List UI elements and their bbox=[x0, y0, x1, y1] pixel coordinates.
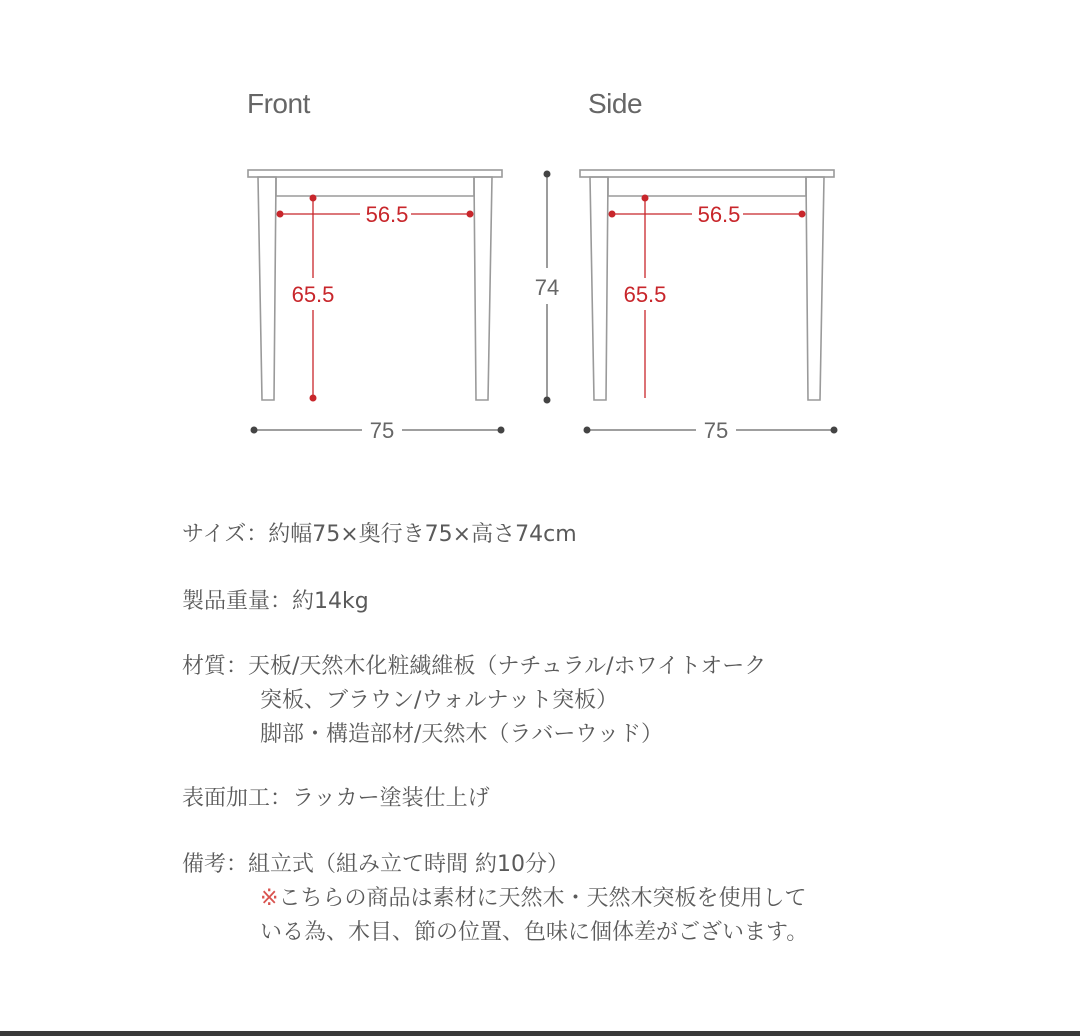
front-leg-height-dim bbox=[292, 195, 335, 402]
spec-material-key: 材質： bbox=[182, 654, 249, 679]
side-leg-height-dim bbox=[624, 195, 667, 399]
spec-notes-line2-row bbox=[182, 882, 1042, 916]
side-inner-width-dim bbox=[609, 202, 806, 227]
dim-endpoint bbox=[544, 171, 551, 178]
spec-notes-line2: こちらの商品は素材に天然木・天然木突板を使用して bbox=[278, 886, 807, 911]
front-inner-width-dim bbox=[277, 202, 474, 227]
spec-size-value: 約幅75×奥行き75×高さ74cm bbox=[268, 522, 577, 547]
dim-endpoint bbox=[498, 427, 505, 434]
spec-material bbox=[182, 650, 1042, 752]
front-view-label: Front bbox=[247, 88, 310, 119]
front-tabletop bbox=[248, 170, 502, 177]
spec-notes-key: 備考： bbox=[182, 852, 249, 877]
side-leg-right bbox=[806, 177, 824, 400]
spec-finish-key: 表面加工： bbox=[182, 786, 293, 811]
front-leg-right bbox=[474, 177, 492, 400]
overall-height-label: 74 bbox=[534, 275, 560, 300]
reference-mark: ※ bbox=[260, 886, 279, 911]
side-depth-dim bbox=[584, 418, 838, 443]
dim-endpoint bbox=[609, 211, 616, 218]
spec-notes-line1: 組立式（組み立て時間 約10分） bbox=[248, 852, 570, 877]
spec-weight-value: 約14kg bbox=[292, 589, 369, 614]
side-depth-label: 75 bbox=[703, 418, 729, 443]
dim-endpoint bbox=[831, 427, 838, 434]
dim-endpoint bbox=[277, 211, 284, 218]
spec-size-key: サイズ： bbox=[182, 522, 269, 547]
spec-material-line1: 天板/天然木化粧繊維板（ナチュラル/ホワイトオーク bbox=[248, 654, 767, 679]
front-leg-height-label: 65.5 bbox=[291, 282, 335, 307]
spec-weight-key: 製品重量： bbox=[182, 589, 293, 614]
dimension-diagram bbox=[0, 0, 1080, 480]
dim-endpoint bbox=[251, 427, 258, 434]
spec-finish-value: ラッカー塗装仕上げ bbox=[292, 786, 490, 811]
dim-endpoint bbox=[310, 395, 317, 402]
dim-endpoint bbox=[467, 211, 474, 218]
front-inner-width-label: 56.5 bbox=[365, 202, 409, 227]
side-inner-width-label: 56.5 bbox=[697, 202, 741, 227]
front-width-dim bbox=[251, 418, 505, 443]
spec-notes-line3: いる為、木目、節の位置、色味に個体差がございます。 bbox=[260, 920, 809, 945]
front-width-label: 75 bbox=[369, 418, 395, 443]
spec-weight bbox=[182, 585, 1042, 619]
spec-finish bbox=[182, 782, 1042, 816]
side-leg-left bbox=[590, 177, 608, 400]
spec-size bbox=[182, 518, 1042, 552]
overall-height-dim bbox=[535, 171, 559, 404]
front-leg-left bbox=[258, 177, 276, 400]
dim-endpoint bbox=[544, 397, 551, 404]
side-tabletop bbox=[580, 170, 834, 177]
dim-endpoint bbox=[799, 211, 806, 218]
dim-endpoint bbox=[584, 427, 591, 434]
dim-endpoint bbox=[310, 195, 317, 202]
spec-material-line2: 突板、ブラウン/ウォルナット突板） bbox=[260, 688, 619, 713]
spec-material-line3: 脚部・構造部材/天然木（ラバーウッド） bbox=[260, 722, 663, 747]
side-leg-height-label: 65.5 bbox=[623, 282, 667, 307]
spec-notes bbox=[182, 848, 1042, 950]
side-view-label: Side bbox=[588, 88, 643, 119]
bottom-border bbox=[0, 1031, 1080, 1036]
dim-endpoint bbox=[642, 195, 649, 202]
